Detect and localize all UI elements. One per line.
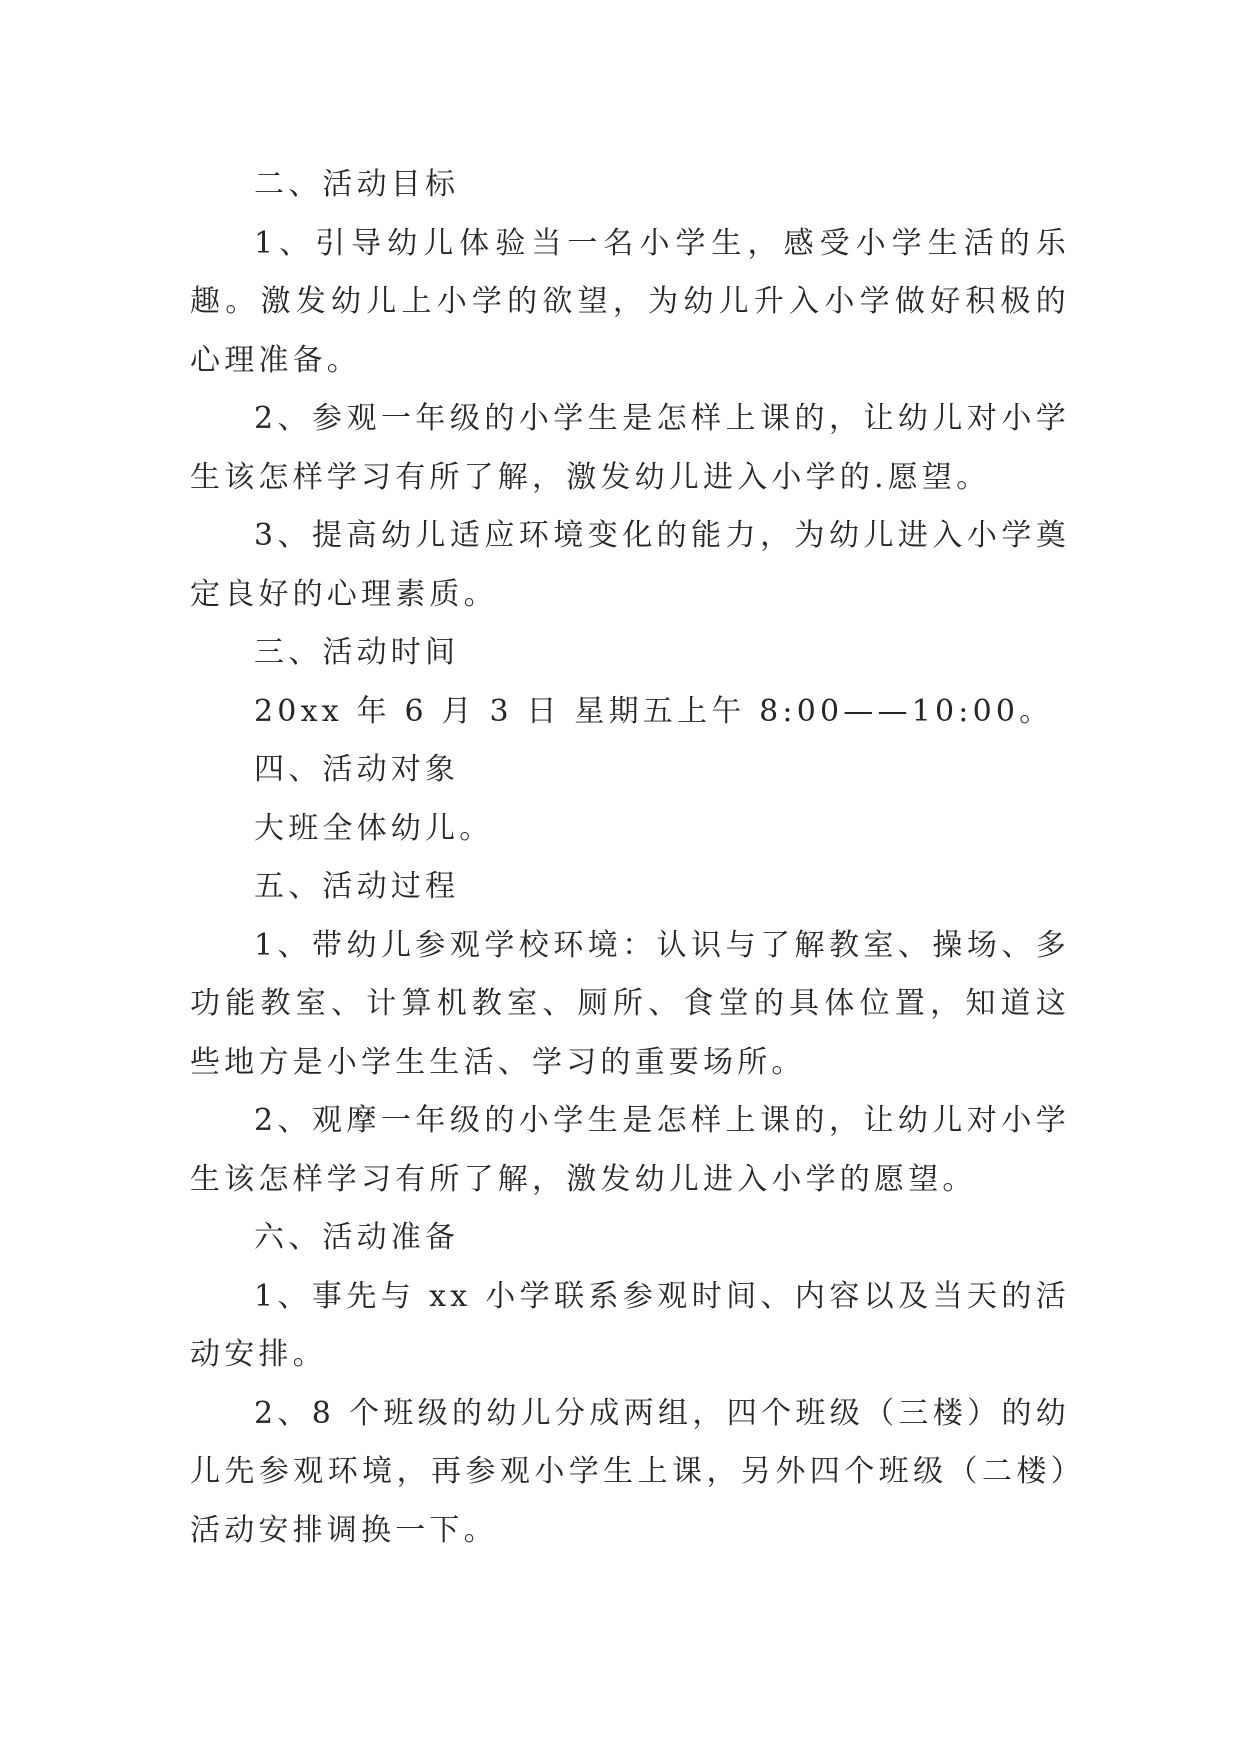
activity-target: 大班全体幼儿。 [254, 810, 494, 846]
preparation-item-1: 1、事先与 xx 小学联系参观时间、内容以及当天的活动安排。 [190, 1278, 1070, 1372]
process-item-2: 2、观摩一年级的小学生是怎样上课的，让幼儿对小学生该怎样学习有所了解，激发幼儿进入小学的愿望。 [190, 1103, 1070, 1197]
preparation-item-2: 2、8 个班级的幼儿分成两组，四个班级（三楼）的幼儿先参观环境，再参观小学生上课，另外四个班级（二楼）活动安排调换一下。 [190, 1395, 1070, 1548]
section-heading-preparation: 六、活动准备 [254, 1220, 460, 1255]
goal-item-1: 1、引导幼儿体验当一名小学生，感受小学生活的乐趣。激发幼儿上小学的欲望，为幼儿升入小学做好积极的心理准备。 [190, 225, 1070, 378]
activity-time: 20xx 年 6 月 3 日 星期五上午 8:00——10:00。 [254, 693, 1054, 729]
section-heading-goals: 二、活动目标 [254, 167, 460, 202]
process-item-1: 1、带幼儿参观学校环境：认识与了解教室、操场、多功能教室、计算机教室、厕所、食堂的具体位置，知道这些地方是小学生生活、学习的重要场所。 [190, 927, 1070, 1080]
section-heading-process: 五、活动过程 [254, 869, 460, 904]
section-heading-time: 三、活动时间 [254, 635, 460, 670]
document-body [190, 156, 1070, 1560]
section-heading-target: 四、活动对象 [254, 752, 460, 787]
goal-item-2: 2、参观一年级的小学生是怎样上课的，让幼儿对小学生该怎样学习有所了解，激发幼儿进入小学的.愿望。 [190, 401, 1070, 495]
goal-item-3: 3、提高幼儿适应环境变化的能力，为幼儿进入小学奠定良好的心理素质。 [190, 518, 1070, 612]
